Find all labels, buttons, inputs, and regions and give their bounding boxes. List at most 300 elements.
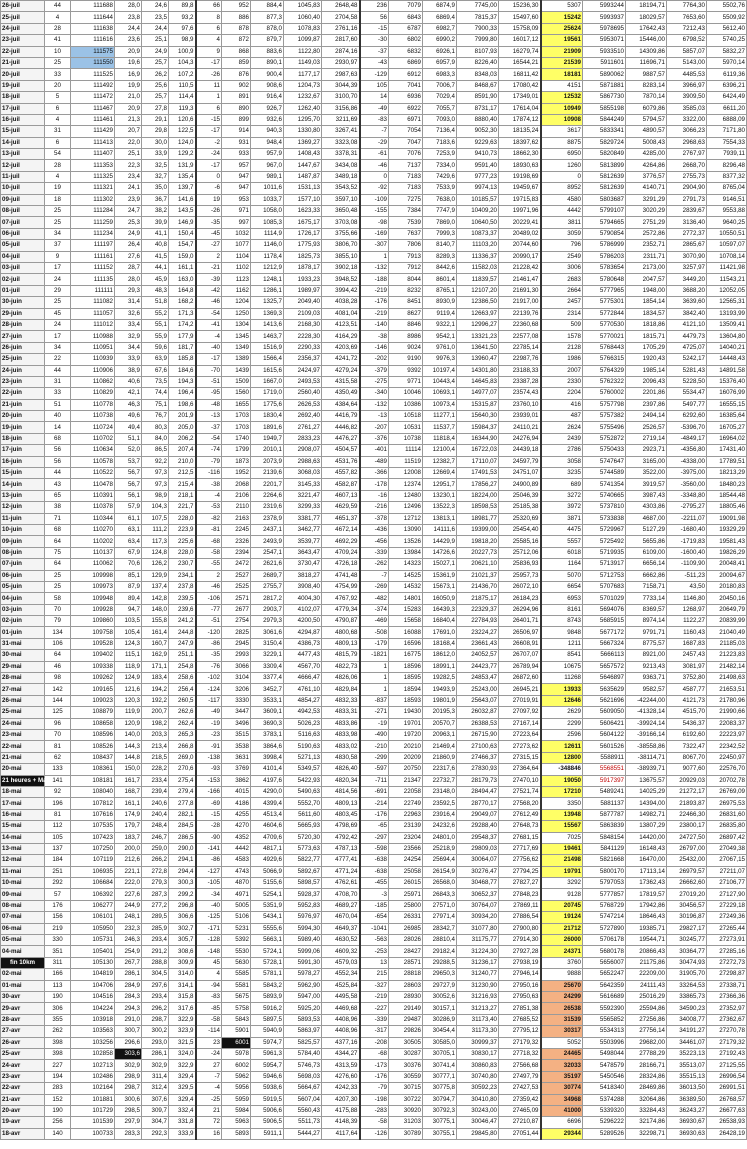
table-cell: 6922 [389,103,423,114]
table-cell: 19818,20 [457,536,499,547]
table-cell: 27127,90 [707,889,747,900]
table-cell: 5933510 [583,46,626,57]
table-cell: 886 [222,12,251,23]
table-cell: 26538,93 [707,1117,747,1128]
table-cell: -24 [196,149,222,160]
table-cell: 31236,17 [457,957,499,968]
table-cell: 159,0 [169,251,196,262]
table-cell: 5991,30 [284,957,322,968]
table-cell: 76,7 [142,411,169,422]
table-cell: -48 [196,399,222,410]
table-cell: -138 [196,752,222,763]
table-cell: 25 [45,581,71,592]
table-cell: 27851,38 [499,1003,541,1014]
table-cell: 111492 [71,80,115,91]
table-cell: 4101,4 [251,764,284,775]
table-cell: 27106,77 [707,878,747,889]
table-cell: 7158,71 [626,581,667,592]
table-cell: -207 [360,422,389,433]
table-cell: -348846 [541,764,583,775]
row-date: 14-juil [1,137,45,148]
table-cell: 41 [45,35,71,46]
table-cell: 3998,4 [251,752,284,763]
table-cell: -95 [196,388,222,399]
table-cell: 21917,00 [499,297,541,308]
table-cell: 1 [360,673,389,684]
table-cell: 6874,9 [423,1,457,12]
table-cell: 92,2 [142,456,169,467]
table-cell: 44 [45,1,71,12]
table-cell: 4830,58 [322,752,360,763]
table-cell: 31 [45,376,71,387]
table-cell: 104706 [71,980,115,991]
table-cell: 110,5 [169,80,196,91]
table-cell: 3434,08 [322,160,360,171]
row-date: 30-avr [1,991,45,1002]
table-cell: 18194,71 [626,1,667,12]
table-cell: 4315,58 [322,376,360,387]
table-cell: 13960,47 [457,354,499,365]
table-cell: 24371 [541,946,583,957]
table-row [1,1048,747,1059]
table-cell: 5893,53 [284,1014,322,1025]
table-cell: -307 [360,240,389,251]
table-cell: 26568,0 [423,878,457,889]
table-cell: 27338,71 [707,980,747,991]
table-cell: 56 [45,445,71,456]
table-cell: 262 [45,1026,71,1037]
table-cell: 29,8 [142,126,169,137]
table-cell: 9582,57 [626,684,667,695]
table-cell: -55 [196,559,222,570]
table-cell: 2047,57 [626,274,667,285]
table-cell: 105 [45,832,71,843]
table-cell: 15758,09 [499,23,541,34]
table-cell: 23387,28 [499,376,541,387]
table-cell: -29 [360,137,389,148]
table-cell: -109 [360,194,389,205]
table-cell: 27210,87 [499,1117,541,1128]
table-row [1,308,747,319]
table-cell: 163,0 [169,274,196,285]
table-cell: 5747647 [583,456,626,467]
table-cell: 5784,40 [284,1048,322,1059]
table-cell: 19826,29 [707,547,747,558]
table-cell: 26769,09 [707,786,747,797]
table-row [1,912,747,923]
table-cell: 117,3 [142,536,169,547]
table-cell: 2923,71 [626,445,667,456]
table-cell: 212,5 [169,468,196,479]
table-cell: 12386,50 [457,297,499,308]
table-cell: 5635629 [583,684,626,695]
table-cell: 20570,7 [423,718,457,729]
table-cell: 111197 [71,240,115,251]
table-cell: 3966,97 [667,80,707,91]
table-cell: 38 [45,502,71,513]
table-cell: 25585,16 [499,536,541,547]
table-cell: 162,9 [142,650,169,661]
table-cell: 16544,21 [499,57,541,68]
table-cell: -68 [196,536,222,547]
table-cell: 20,9 [115,46,142,57]
table-cell: 16279,74 [499,46,541,57]
table-cell: 2493,9 [251,536,284,547]
table-cell: 16344,90 [457,433,499,444]
table-cell: 5978695 [583,23,626,34]
table-cell: 111429 [71,126,115,137]
table-cell: -58 [196,1014,222,1025]
table-cell: 2677 [222,604,251,615]
table-row [1,411,747,422]
table-cell: 891 [222,92,251,103]
table-cell: 26154,9 [423,866,457,877]
table-cell: 26707,07 [499,650,541,661]
table-cell: 109528 [71,638,115,649]
table-cell: 19493,9 [423,684,457,695]
table-row [1,946,747,957]
table-cell: 30317 [541,1026,583,1037]
table-cell: 111082 [71,297,115,308]
table-cell: 23 [196,1037,222,1048]
table-cell: 1726,17 [284,228,322,239]
table-cell: -327 [360,980,389,991]
table-cell: 110344 [71,513,115,524]
table-cell: -4 [196,1083,222,1094]
table-cell: 4582,87 [322,479,360,490]
table-cell: 62 [45,752,71,763]
table-cell: 33,9 [142,149,169,160]
table-cell: 4102,07 [284,604,322,615]
table-row [1,980,747,991]
table-cell: 57 [45,889,71,900]
table-cell: -711 [360,775,389,786]
table-cell: 5917397 [583,775,626,786]
table-cell: 4186 [222,798,251,809]
table-cell: 23,9 [115,194,142,205]
table-cell: 4197,6 [251,775,284,786]
table-cell: 30157,1 [423,1003,457,1014]
table-row [1,741,747,752]
table-cell: 9213,43 [626,661,667,672]
table-cell: 55,9 [142,331,169,342]
table-cell: 5729967 [583,524,626,535]
table-cell: 4741,48 [322,570,360,581]
table-cell: 29288,40 [457,821,499,832]
table-cell: 5976,97 [284,912,322,923]
table-cell: 3539,77 [284,536,322,547]
table-cell: 20210 [389,741,423,752]
table-cell: 25624 [541,23,583,34]
row-date: 08-juil [1,206,45,217]
table-cell: 300,3 [169,878,196,889]
table-cell: 64 [45,536,71,547]
table-cell: 218,5 [142,752,169,763]
table-cell: 2817,60 [322,35,360,46]
table-cell: 1204 [222,297,251,308]
table-cell: 4833,98 [322,730,360,741]
table-cell: 104,3 [169,57,196,68]
row-date: 02-mai [1,969,45,980]
table-cell: 251,1 [169,650,196,661]
table-cell: 74,4 [142,388,169,399]
table-cell: 237,8 [169,581,196,592]
table-cell: 21272,17 [667,786,707,797]
table-cell: 98,9 [169,35,196,46]
table-cell: 27914,30 [499,935,541,946]
table-cell: 26985 [389,923,423,934]
table-cell: 7054 [389,126,423,137]
table-row [1,445,747,456]
table-cell: 118,9 [115,661,142,672]
table-cell: 56 [45,456,71,467]
table-cell: 10443,4 [423,376,457,387]
table-cell: 6957,9 [423,57,457,68]
table-cell: 21653,51 [707,684,747,695]
table-cell: 27249,36 [707,912,747,923]
table-cell: 2833,23 [284,433,322,444]
table-cell: 120,3 [115,695,142,706]
table-cell: 171,1 [142,661,169,672]
table-cell: 27,8 [142,103,169,114]
table-cell: 5656007 [583,957,626,968]
table-cell: 2692,40 [284,411,322,422]
table-cell: 5974,7 [251,1037,284,1048]
table-cell: 1985,14 [626,365,667,376]
table-cell: -262 [360,559,389,570]
table-cell: 30789 [389,1128,423,1139]
table-cell: 30777,1 [423,1071,457,1082]
table-cell: 2987,63 [322,69,360,80]
table-cell: 3150,4 [251,638,284,649]
table-cell: 5155,6 [251,878,284,889]
table-cell: 5994,30 [284,923,322,934]
table-row [1,1105,747,1116]
table-cell: 111616 [71,35,115,46]
table-cell: 2839,67 [667,206,707,217]
table-cell: 1058,0 [251,206,284,217]
table-cell: 5339320 [583,1105,626,1116]
table-cell: 14394,00 [626,798,667,809]
table-cell: 246,3 [115,935,142,946]
table-row [1,547,747,558]
table-cell: -76 [196,661,222,672]
table-cell: 1834,57 [626,308,667,319]
table-row [1,319,747,330]
table-cell: 1160,43 [667,627,707,638]
table-cell: 41000 [541,1105,583,1116]
table-cell: 5897,5 [251,1014,284,1025]
table-cell: 39,9 [142,217,169,228]
table-cell: -28 [196,821,222,832]
table-cell: 6109,00 [626,547,667,558]
table-cell: -43 [360,57,389,68]
table-cell: 22058 [389,786,423,797]
table-cell: -271 [360,707,389,718]
table-cell: 17 [45,331,71,342]
table-cell: 20227,73 [457,547,499,558]
table-cell: 124,0 [169,137,196,148]
row-date: 28-avr [1,1014,45,1025]
table-cell: 5066,9 [251,866,284,877]
table-cell: 14 [45,422,71,433]
table-cell: 25 [45,217,71,228]
table-cell: 9848 [541,627,583,638]
table-cell: 7429,6 [423,171,457,182]
table-cell: 27648,73 [499,821,541,832]
row-date: 13-juil [1,149,45,160]
table-cell: 5228,50 [667,376,707,387]
table-cell: 25218,9 [423,843,457,854]
table-cell: 227,6 [115,889,142,900]
table-cell: 2572,86 [626,228,667,239]
table-cell: 9591,40 [457,160,499,171]
table-cell: 122,5 [169,126,196,137]
table-cell: 277,8 [169,798,196,809]
table-cell: 106392 [71,889,115,900]
table-cell: -3975,00 [667,468,707,479]
table-cell: 8875 [541,137,583,148]
table-cell: 312,4 [142,1083,169,1094]
table-cell: 12480 [389,490,423,501]
table-cell: 1566,4 [251,354,284,365]
table-cell: 4442 [541,206,583,217]
table-cell: 3006 [541,262,583,273]
table-cell: 134 [45,627,71,638]
table-cell: 286,1 [115,969,142,980]
table-cell: 5829724 [583,137,626,148]
table-cell: -366 [360,468,389,479]
table-cell: 29182,4 [423,946,457,957]
table-cell: 1920,43 [626,354,667,365]
table-cell: 14040,21 [707,342,747,353]
table-cell: 27568,20 [499,798,541,809]
row-date: 28-juin [1,319,45,330]
table-cell: 35513,07 [667,1060,707,1071]
table-cell: 28 [45,23,71,34]
table-cell: 1705,29 [626,342,667,353]
table-row [1,1014,747,1025]
table-cell: 27788,29 [626,1048,667,1059]
row-date: 09-mai [1,889,45,900]
table-cell: 4800,68 [322,627,360,638]
table-cell: 4833,31 [322,707,360,718]
table-cell: 13675,57 [626,775,667,786]
table-cell: 17614,04 [499,103,541,114]
table-cell: 102486 [71,1071,115,1082]
table-cell: 161,4 [142,627,169,638]
table-cell: -227 [360,1003,389,1014]
table-cell: 5727890 [583,923,626,934]
row-date: 22-juil [1,46,45,57]
table-cell: 6079,86 [626,103,667,114]
table-cell: 3221,47 [284,490,322,501]
table-row [1,149,747,160]
table-cell: -340 [360,388,389,399]
table-cell: 3864,6 [251,741,284,752]
table-cell: 9888 [541,969,583,980]
table-cell: 20649,79 [707,604,747,615]
table-row [1,1128,747,1139]
table-cell: -275 [360,376,389,387]
table-cell: -490 [360,730,389,741]
table-cell: 22209,00 [626,969,667,980]
table-cell: 4692,29 [322,536,360,547]
table-cell: 4513,4 [251,809,284,820]
table-cell: 5008,43 [626,137,667,148]
table-cell: 5821668 [583,855,626,866]
table-cell: -3348,80 [667,490,707,501]
table-cell: 4270 [222,821,251,832]
table-cell: 30196,87 [667,912,707,923]
table-cell: 142 [45,684,71,695]
table-cell: 5254,1 [251,889,284,900]
table-row [1,331,747,342]
table-cell: 108361 [71,764,115,775]
table-cell: -140 [360,319,389,330]
table-cell: 4 [196,969,222,980]
table-cell: 416 [541,399,583,410]
table-cell: 247,9 [169,638,196,649]
table-cell: -638 [360,866,389,877]
table-cell: -127 [196,866,222,877]
table-cell: 5657572 [583,661,626,672]
table-cell: 1085,3 [251,217,284,228]
table-cell: 1 [196,92,222,103]
table-cell: 4689,27 [322,900,360,911]
table-row [1,536,747,547]
table-cell: 236 [360,1,389,12]
table-cell: 5790854 [583,228,626,239]
table-cell: 1675,17 [284,217,322,228]
table-cell: 26,4 [115,240,142,251]
table-cell: 10949 [541,103,583,114]
table-cell: 2526,57 [626,422,667,433]
table-row [1,502,747,513]
table-cell: 15497,60 [499,12,541,23]
table-cell: 29727,9 [423,980,457,991]
table-cell: 30934,20 [457,912,499,923]
table-cell: 16722,03 [457,445,499,456]
table-cell: 1577,10 [284,194,322,205]
table-cell: 24052,57 [457,650,499,661]
table-cell: 4815,79 [322,650,360,661]
table-cell: 110988 [71,331,115,342]
table-cell: 1933,23 [284,274,322,285]
table-cell: 7900,33 [457,23,499,34]
table-cell: 2719,14 [626,433,667,444]
table-cell: 3100,70 [322,92,360,103]
row-date: 27-juin [1,331,45,342]
row-date: fin 10km [1,957,45,968]
table-cell: -42244,00 [626,695,667,706]
table-cell: 2624 [541,422,583,433]
table-cell: 55,1 [142,319,169,330]
table-cell: 4790,87 [322,616,360,627]
table-cell: 4151 [541,80,583,91]
table-cell: 4477,43 [284,650,322,661]
table-cell: -17 [196,126,222,137]
row-date: 18-juin [1,433,45,444]
table-cell: 32174,86 [626,1117,667,1128]
table-cell: 21860,9 [423,752,457,763]
table-cell: 5786999 [583,240,626,251]
table-cell: 4200,50 [284,616,322,627]
table-cell: 1104 [222,251,251,262]
table-cell: 21,0 [115,92,142,103]
table-cell: 110578 [71,456,115,467]
table-cell: 3617 [541,126,583,137]
